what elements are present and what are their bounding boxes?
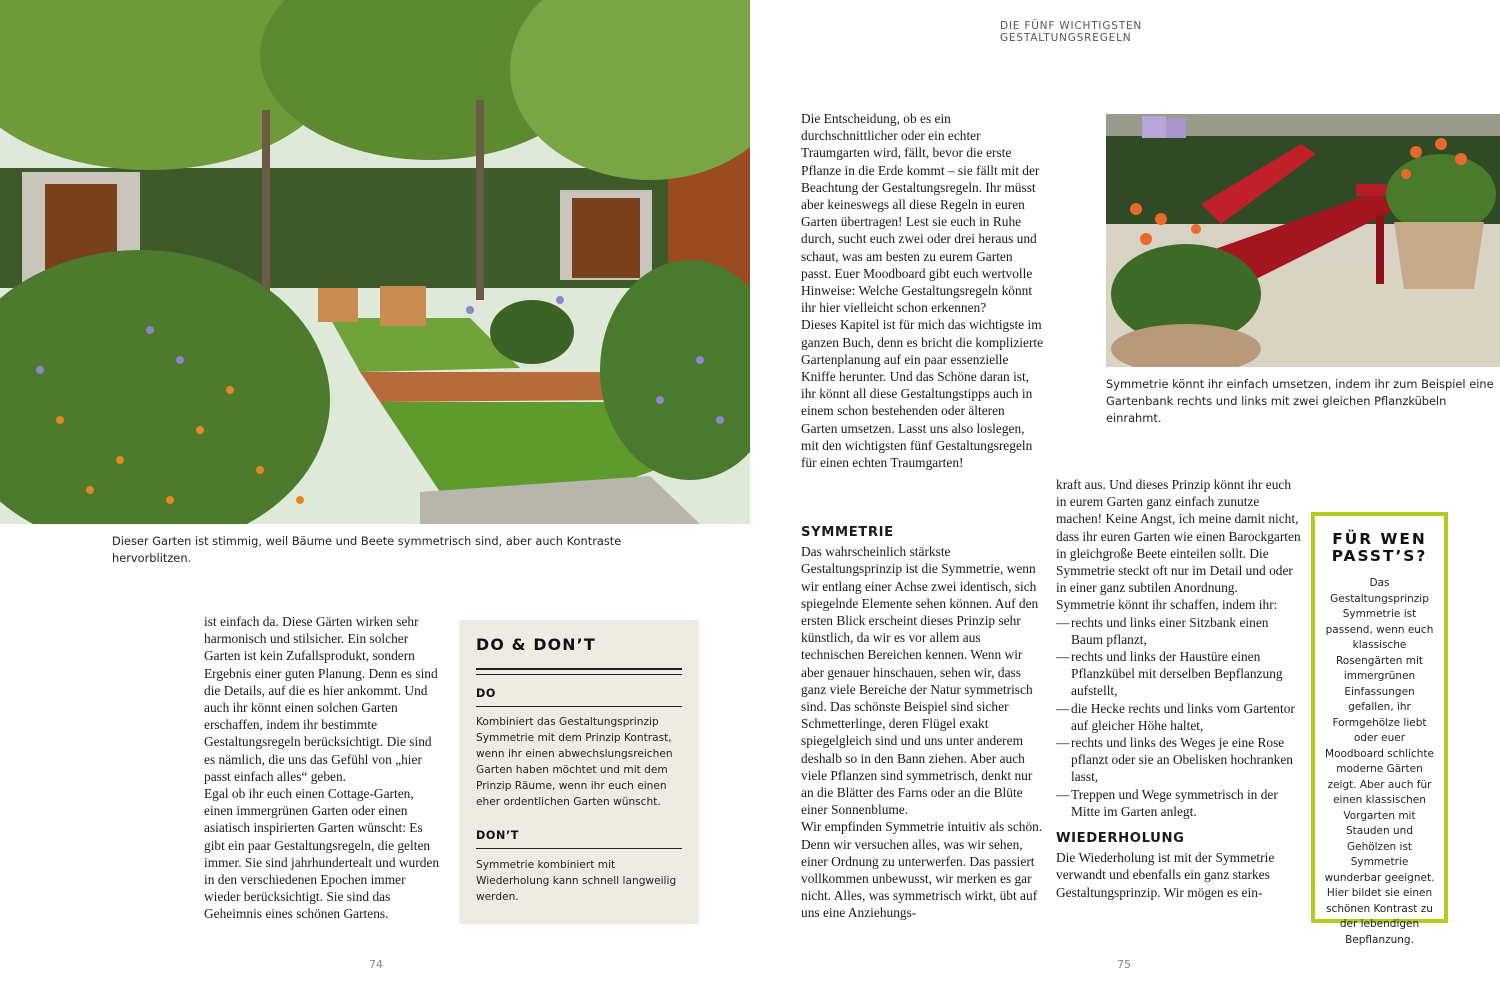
list-intro: Symmetrie könnt ihr schaffen, indem ihr: — [1056, 597, 1278, 613]
dont-text: Symmetrie kombiniert mit Wiederholung kann schnell langweilig werden. — [476, 859, 677, 903]
list-item: — die Hecke rechts und links vom Gartentor auf gleicher Höhe haltet, — [1056, 700, 1301, 734]
bench-caption: Symmetrie könnt ihr einfach umsetzen, indem ihr zum Beispiel eine Gartenbank rechts und links mit zwei gleichen Pflanzkübeln einrahmt. — [1106, 377, 1494, 425]
fuer-wen-title-line: FÜR WEN — [1332, 530, 1427, 548]
page-number-right: 75 — [1117, 958, 1131, 971]
wiederholung-heading: WIEDERHOLUNG — [1056, 831, 1185, 847]
garden-caption: Dieser Garten ist stimmig, weil Bäume und Beete symmetrisch sind, aber auch Kontraste hervorblitzen. — [112, 534, 622, 565]
divider — [476, 668, 682, 670]
left-page-text — [204, 613, 444, 923]
garden-topiary-ball — [490, 300, 574, 364]
garden-stool-right — [380, 286, 426, 326]
fuer-wen-title-line: PASST’S? — [1331, 547, 1428, 565]
garden-photo — [0, 0, 750, 524]
symmetrie-heading: SYMMETRIE — [801, 525, 894, 540]
list-item: — rechts und links des Weges je eine Rose pflanzt oder sie an Obelisken hochranken lasst, — [1056, 734, 1301, 786]
do-dont-title: DO & DON’T — [476, 635, 596, 654]
page-number-left: 74 — [369, 958, 383, 971]
intro-text — [801, 110, 1044, 471]
bench-pot-purple-2 — [1166, 118, 1186, 138]
garden-stool-left — [318, 288, 358, 322]
left-paragraph: Egal ob ihr euch einen Cottage-Garten, einen immergrünen Garten oder einen asiatisch inspirierten Garten wünscht: Es gibt ein paar Gestaltungsregeln, die gelten immer. Sie sind jahrhundertealt und wurden in den verschiedenen Epochen immer wieder berücksichtigt. Sie sind das Geheimnis eines schönen Gartens. — [204, 786, 440, 922]
do-label: DO — [476, 687, 496, 700]
do-text: Kombiniert das Gestaltungsprinzip Symmetrie mit dem Prinzip Kontrast, wenn ihr einen abwechslungsreichen Garten haben möchtet und mit dem Prinzip Räume, wenn ihr euch einen eher ordentlichen Garten wünscht. — [476, 716, 673, 808]
list-item: — Treppen und Wege symmetrisch in der Mitte im Garten anlegt. — [1056, 786, 1301, 820]
garden-deck — [360, 372, 620, 402]
divider — [476, 848, 682, 849]
bench-pot-purple-1 — [1142, 116, 1166, 138]
fuer-wen-box — [1311, 512, 1448, 946]
tree-trunk-right — [476, 100, 484, 300]
bench-pot-right — [1394, 222, 1484, 289]
fuer-wen-title — [1315, 531, 1444, 565]
intro-paragraph: Dieses Kapitel ist für mich das wichtigste im ganzen Buch, denn es bricht die komplizierte Gartenplanung auf ein paar essenzielle Kniffe herunter. Und das Schöne daran ist, ihr könnt all diese Gestaltungstipps auch in einem schon bestehenden oder älteren Garten umsetzen. Lasst uns also loslegen, mit den wichtigsten fünf Gestaltungsregeln für einen echten Traumgarten! — [801, 317, 1044, 471]
divider — [476, 706, 682, 707]
bench-photo — [1106, 114, 1500, 367]
list-item: — rechts und links der Haustüre einen Pflanzkübel mit derselben Bepflanzung aufstellt, — [1056, 648, 1301, 700]
running-head: DIE FÜNF WICHTIGSTEN GESTALTUNGSREGELN — [1000, 20, 1143, 44]
symmetrie-list — [1056, 614, 1301, 820]
intro-paragraph: Die Entscheidung, ob es ein durchschnittlicher oder ein echter Traumgarten wird, fällt, bevor die erste Pflanze in die Erde kommt – sie fällt mit der Beachtung der Gestaltungsregeln. Ihr müsst aber keineswegs all diese Regeln in euren Garten übertragen! Lest sie euch in Ruhe durch, sucht euch zwei oder drei heraus und schaut, was am besten zu eurem Garten passt. Euer Moodboard gibt euch wertvolle Hinweise: Welche Gestaltungsregeln könnt ihr hier vielleicht schon erkennen? — [801, 111, 1040, 316]
continued-paragraph: kraft aus. Und dieses Prinzip könnt ihr euch in eurem Garten ganz einfach zunutze machen! Keine Angst, ich meine damit nicht, dass ihr euren Garten wie einen Barockgarten in gleichgroße Beete einteilen sollt. Die Symmetrie steckt oft nur im Detail und oder in einer ganz subtilen Anordnung. — [1056, 477, 1301, 596]
fuer-wen-text: Das Gestaltungsprinzip Symmetrie ist passend, wenn euch klassische Rosengärten mit immergrünen Einfassungen gefallen, ihr Formgehölze liebt oder euer Moodboard schlichte moderne Gärten zeigt. Aber auch für einen klassischen Vorgarten mit Stauden und Gehölzen ist Symmetrie wunderbar geeignet. Hier bildet sie einen schönen Kontrast zu der lebendigen Bepflanzung. — [1324, 577, 1435, 946]
left-paragraph: ist einfach da. Diese Gärten wirken sehr harmonisch und stilsicher. Ein solcher Garten ist kein Zufallsprodukt, sondern Ergebnis einer guten Planung. Denn es sind die Details, auf die es hier ankommt. Und auch ihr könnt einen solchen Garten erschaffen, indem ihr bestimmte Gestaltungsregeln berücksichtigt. Die sind es nämlich, die uns das Gefühl von „hier passt einfach alles“ geben. — [204, 614, 438, 784]
symmetrie-section — [801, 524, 1044, 922]
wiederholung-paragraph: Die Wiederholung ist mit der Symmetrie verwandt und ebenfalls ein ganz starkes Gestaltungsprinzip. Wir mögen es ein- — [1056, 850, 1275, 900]
do-dont-box — [459, 620, 699, 924]
symmetrie-continued — [1056, 476, 1301, 901]
dont-label: DON’T — [476, 829, 520, 842]
red-bench-leg-right — [1376, 214, 1384, 284]
garden-door-right — [572, 198, 640, 278]
divider — [476, 674, 682, 675]
symmetrie-paragraph: Das wahrscheinlich stärkste Gestaltungsprinzip ist die Symmetrie, wenn wir entlang einer Achse zwei identisch, sich spiegelnde Elemente sehen können. Auf den ersten Blick erscheint dieses Prinzip sehr künstlich, da wir es vor allem aus technischen Bereichen kennen. Wenn wir aber genauer hinschauen, sehen wir, dass ganz viele Bereiche der Natur symmetrisch sind. Das schönste Beispiel sind sicher Schmetterlinge, deren Flügel exakt spiegelgleich sind und uns unter anderem deshalb so in den Bann ziehen. Aber auch viele Pflanzen sind symmetrisch, denkt nur an die Blätter des Farns oder an die Blüte einer Sonnenblume. — [801, 544, 1039, 818]
symmetrie-paragraph: Wir empfinden Symmetrie intuitiv als schön. Denn wir versuchen alles, was wir sehen, einer Ordnung zu unterwerfen. Das passiert vollkommen unbewusst, wir merken es gar nicht. Alles, was symmetrisch wirkt, übt auf uns eine Anziehungs- — [801, 819, 1043, 921]
list-item: — rechts und links einer Sitzbank einen Baum pflanzt, — [1056, 614, 1301, 648]
tree-trunk-left — [262, 110, 270, 310]
